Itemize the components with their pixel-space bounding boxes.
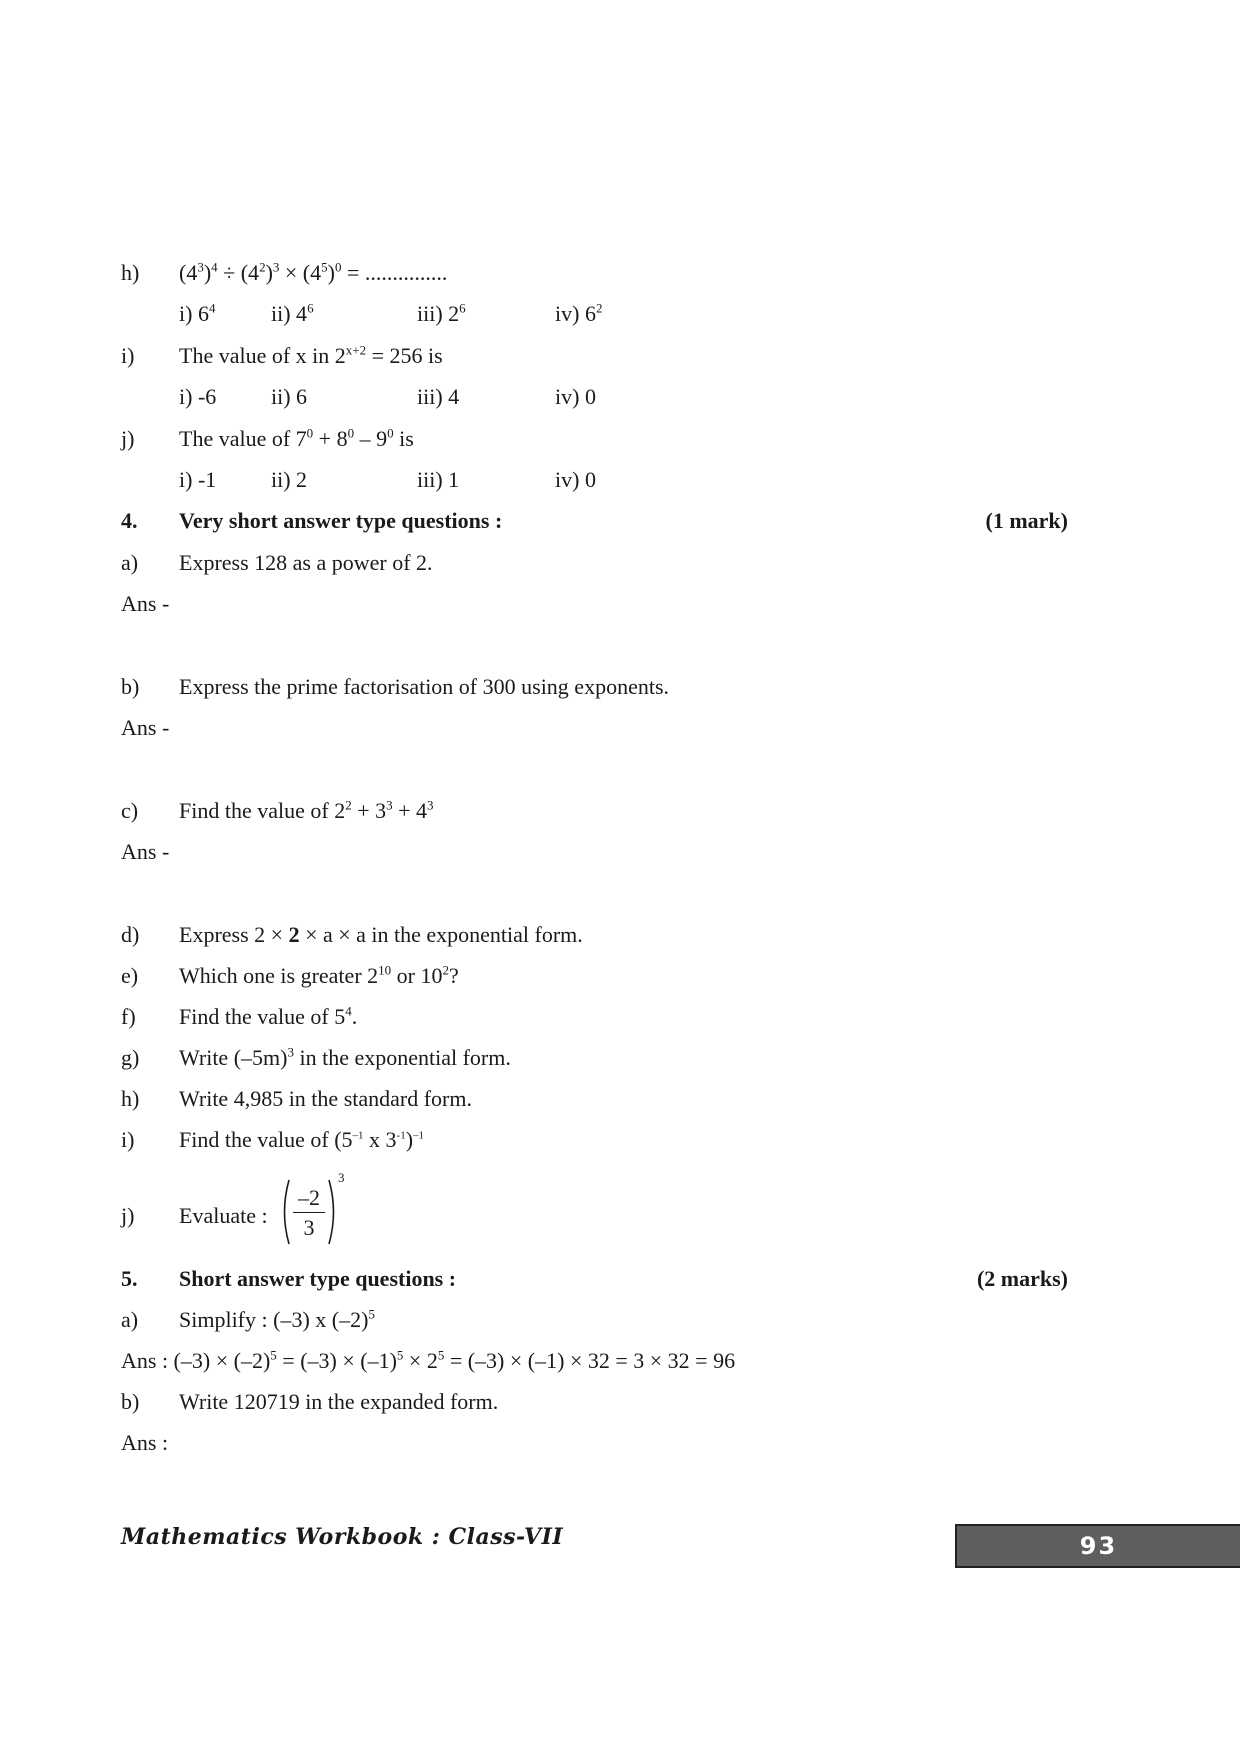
q4j-numerator: –2 — [293, 1184, 325, 1213]
q3i-label: i) — [121, 343, 135, 368]
q4h-row — [0, 1079, 1240, 1119]
q4c-question: Find the value of $2^2 + 3^3 + 4^3$ — [179, 797, 434, 823]
q4d-question: Express 2 × 2 × a × a in the exponential form. — [179, 922, 583, 947]
q4c-label: c) — [121, 798, 139, 823]
q5-heading: Short answer type questions : — [179, 1266, 457, 1291]
q5-number: 5. — [121, 1266, 138, 1291]
q4i-question: Find the value of ($5^{-1}$ x $3^{-1})^{-1}$ — [179, 1127, 425, 1152]
q4b-label: b) — [121, 674, 140, 699]
q4b-answer-label: Ans - — [121, 715, 170, 740]
q4j-fraction — [293, 1184, 325, 1241]
q4c-row — [0, 791, 1240, 831]
q5b-answer-row — [0, 1423, 1240, 1463]
q5-heading-row — [0, 1259, 1240, 1299]
q4a-question: Express 128 as a power of 2. — [179, 550, 433, 575]
q3h-row — [0, 253, 1240, 293]
q4b-question: Express the prime factorisation of 300 using exponents. — [179, 674, 670, 699]
q3h-options — [0, 294, 1240, 334]
q4e-label: e) — [121, 963, 139, 988]
q3i-option-3: iii) 4 — [417, 384, 460, 409]
q4f-row — [0, 997, 1240, 1037]
q5b-question: Write 120719 in the expanded form. — [179, 1389, 499, 1414]
q4j-row — [0, 1196, 1240, 1236]
q4h-label: h) — [121, 1086, 140, 1111]
q5a-question: Simplify : (–3) x $(-2)^5$ — [179, 1306, 375, 1332]
q4a-row — [0, 543, 1240, 583]
q4c-answer-row — [0, 832, 1240, 872]
q4j-fraction-expression — [279, 1170, 349, 1252]
q3i-option-4: iv) 0 — [555, 384, 596, 409]
right-paren — [327, 1178, 339, 1246]
q3h-label: h) — [121, 260, 140, 285]
q4-heading-row — [0, 501, 1240, 541]
q3j-option-3: iii) 1 — [417, 467, 460, 492]
q4g-row — [0, 1038, 1240, 1078]
q4c-answer-label: Ans - — [121, 839, 170, 864]
q4j-label: j) — [121, 1203, 135, 1228]
q4j-power: 3 — [338, 1170, 345, 1185]
q3h-option-1: i) $6^4$ — [179, 300, 216, 326]
q4a-label: a) — [121, 550, 139, 575]
q3h-option-4: iv) $6^2$ — [555, 300, 603, 326]
q4-number: 4. — [121, 508, 138, 533]
q4g-label: g) — [121, 1045, 140, 1070]
q3h-option-2: ii) $4^6$ — [271, 300, 314, 326]
q5a-row — [0, 1300, 1240, 1340]
left-paren — [279, 1178, 291, 1246]
q3i-options — [0, 377, 1240, 417]
q4j-denominator: 3 — [303, 1215, 315, 1240]
q4a-answer-label: Ans - — [121, 591, 170, 616]
q4b-answer-row — [0, 708, 1240, 748]
q3h-expression: $(4^3)^4 \div (4^2)^3 \times (4^5)^0$ = ............... — [179, 259, 448, 285]
q5-marks: (2 marks) — [976, 1266, 1068, 1291]
q4d-label: d) — [121, 922, 140, 947]
q4-marks: (1 mark) — [985, 508, 1068, 533]
q3j-option-1: i) -1 — [179, 467, 217, 492]
q4e-question: Which one is greater $2^{10}$ or $10^2$? — [179, 962, 459, 988]
footer-title: Mathematics Workbook : Class-VII — [121, 1524, 564, 1550]
q4f-label: f) — [121, 1004, 136, 1029]
q4h-question: Write 4,985 in the standard form. — [179, 1086, 472, 1111]
q3j-question: The value of $7^0 + 8^0 - 9^0$ is — [179, 425, 414, 451]
q3j-option-2: ii) 2 — [271, 467, 308, 492]
q3i-question: The value of x in $2^{x+2} = 256$ is — [179, 342, 443, 368]
q5b-answer-label: Ans : — [121, 1430, 169, 1455]
q4g-question: Write $(-5m)^3$ in the exponential form. — [179, 1044, 511, 1070]
q4f-question: Find the value of $5^4$. — [179, 1003, 358, 1029]
q4b-row — [0, 667, 1240, 707]
q4j-question: Evaluate : — [179, 1203, 268, 1228]
q3j-options — [0, 460, 1240, 500]
q3j-option-4: iv) 0 — [555, 467, 596, 492]
q3i-option-2: ii) 6 — [271, 384, 308, 409]
q4d-row — [0, 915, 1240, 955]
q5b-row — [0, 1382, 1240, 1422]
q3h-option-3: iii) $2^6$ — [417, 300, 466, 326]
q5b-label: b) — [121, 1389, 140, 1414]
q3j-row — [0, 419, 1240, 459]
q5a-answer: Ans : $(-3) \times (-2)^5 = (-3) \times (-1)^5 \times 2^5 = (-3) \times (-1) \times 32 = 3 \times 32 = 96$ — [121, 1347, 736, 1373]
q5a-label: a) — [121, 1307, 139, 1332]
q3i-option-1: i) -6 — [179, 384, 217, 409]
q4a-answer-row — [0, 584, 1240, 624]
q3i-row — [0, 336, 1240, 376]
q4e-row — [0, 956, 1240, 996]
q4i-label: i) — [121, 1127, 135, 1152]
q3j-label: j) — [121, 426, 135, 451]
q4-heading: Very short answer type questions : — [179, 508, 503, 533]
page-number: 93 — [955, 1524, 1240, 1568]
q5a-answer-row — [0, 1341, 1240, 1381]
q4i-row — [0, 1120, 1240, 1160]
